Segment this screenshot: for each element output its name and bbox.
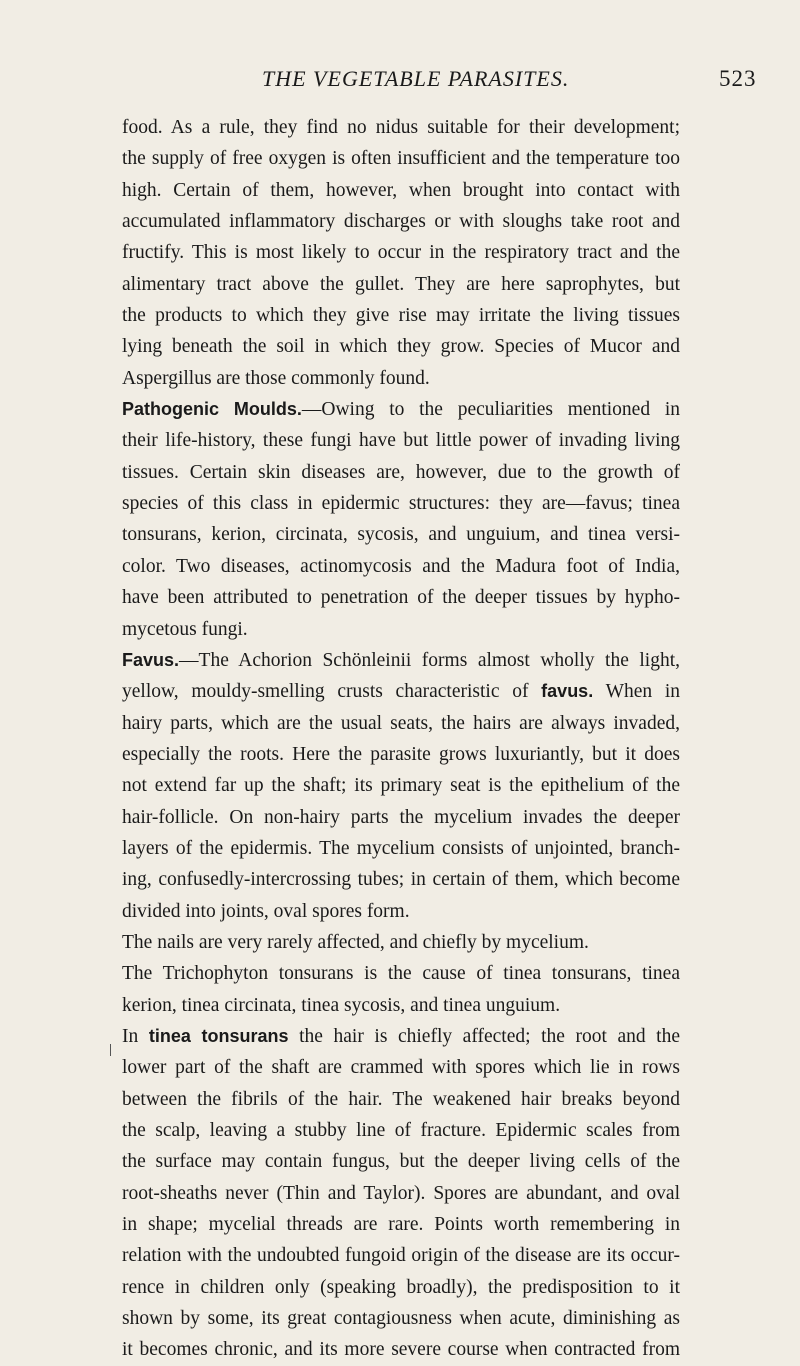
text-line: species of this class in epidermic structures: they are—favus; tinea — [122, 493, 680, 515]
text-line: it becomes chronic, and its more severe course when contracted from — [122, 1339, 680, 1361]
text-line: root-sheaths never (Thin and Taylor). Spores are abundant, and oval — [122, 1182, 680, 1204]
text-line: the scalp, leaving a stubby line of fracture. Epidermic scales from — [122, 1120, 680, 1141]
running-title: THE VEGETABLE PARASITES. — [262, 66, 570, 91]
text-line: high. Certain of them, however, when brought into contact with — [122, 179, 680, 201]
text-line: fructify. This is most likely to occur in the respiratory tract and the — [122, 242, 680, 264]
text-line: in shape; mycelial threads are rare. Points worth remembering in — [122, 1214, 680, 1236]
text-line: their life-history, these fungi have but little power of invading living — [122, 430, 680, 452]
text-line: mycetous fungi. — [122, 618, 248, 640]
text-line: hair-follicle. On non-hairy parts the mycelium invades the deeper — [122, 806, 680, 828]
text-line-nails: The nails are very rarely affected, and chiefly by mycelium. — [122, 931, 589, 953]
text-line: Aspergillus are those commonly found. — [122, 367, 430, 389]
section-heading-pathogenic-moulds: Pathogenic Moulds. — [122, 399, 302, 420]
text-line: ing, confusedly-intercrossing tubes; in certain of them, which become — [122, 869, 680, 891]
text-line: alimentary tract above the gullet. They are here saprophytes, but — [122, 273, 680, 295]
paragraph-start-tinea-tonsurans — [122, 1021, 680, 1052]
text-run: the hair is chiefly affected; the root and the — [299, 1025, 681, 1047]
page-header — [122, 66, 800, 96]
margin-mark — [110, 1044, 111, 1056]
text-run: —The Achorion Schönleinii forms almost wholly the light, — [179, 649, 680, 671]
section-heading-favus: Favus. — [122, 649, 180, 670]
text-line: the surface may contain fungus, but the deeper living cells of the — [122, 1151, 680, 1173]
text-line: kerion, tinea circinata, tinea sycosis, and tinea unguium. — [122, 994, 561, 1016]
text-line: The Trichophyton tonsurans is the cause of tinea tonsurans, tinea — [122, 963, 680, 985]
text-line: lower part of the shaft are crammed with spores which lie in rows — [122, 1057, 680, 1079]
text-line: especially the roots. Here the parasite grows luxuriantly, but it does — [122, 743, 680, 765]
text-line: the products to which they give rise may irritate the living tissues — [122, 305, 680, 327]
bold-term-tinea-tonsurans: tinea tonsurans — [148, 1025, 289, 1046]
text-line: accumulated inflammatory discharges or with sloughs take root and — [122, 211, 680, 233]
text-line: color. Two diseases, actinomycosis and the Madura foot of India, — [122, 555, 680, 577]
text-line: divided into joints, oval spores form. — [122, 900, 410, 922]
text-line: have been attributed to penetration of the deeper tissues by hypho- — [122, 587, 680, 609]
text-line: relation with the undoubted fungoid origin of the disease are its occur- — [122, 1245, 680, 1267]
paragraph-start-favus — [122, 645, 680, 676]
text-line: shown by some, its great contagiousness when acute, diminishing as — [122, 1308, 680, 1330]
page-number: 523 — [719, 66, 757, 91]
text-line: hairy parts, which are the usual seats, the hairs are always invaded, — [122, 712, 680, 734]
text-run: In — [122, 1025, 139, 1047]
text-line: not extend far up the shaft; its primary seat is the epithelium of the — [122, 775, 680, 797]
text-run: —Owing to the peculiarities mentioned in — [301, 399, 680, 421]
text-line: layers of the epidermis. The mycelium consists of unjointed, branch- — [122, 837, 680, 859]
text-line: the supply of free oxygen is often insufficient and the temperature too — [122, 148, 680, 170]
text-line: rence in children only (speaking broadly), the predisposition to it — [122, 1276, 680, 1298]
paragraph-start-pathogenic-moulds — [122, 394, 680, 425]
text-line-favus — [122, 676, 680, 707]
text-line: tonsurans, kerion, circinata, sycosis, and unguium, and tinea versi- — [122, 524, 680, 546]
text-line: food. As a rule, they find no nidus suitable for their development; — [122, 117, 680, 138]
bold-term-favus: favus. — [541, 681, 594, 702]
body-text — [122, 112, 680, 1366]
text-run: yellow, mouldy-smelling crusts characteristic of — [122, 681, 529, 703]
text-line: tissues. Certain skin diseases are, however, due to the growth of — [122, 461, 680, 483]
text-line: between the fibrils of the hair. The weakened hair breaks beyond — [122, 1088, 680, 1110]
text-line: lying beneath the soil in which they grow. Species of Mucor and — [122, 336, 680, 358]
text-run: When in — [605, 681, 681, 703]
